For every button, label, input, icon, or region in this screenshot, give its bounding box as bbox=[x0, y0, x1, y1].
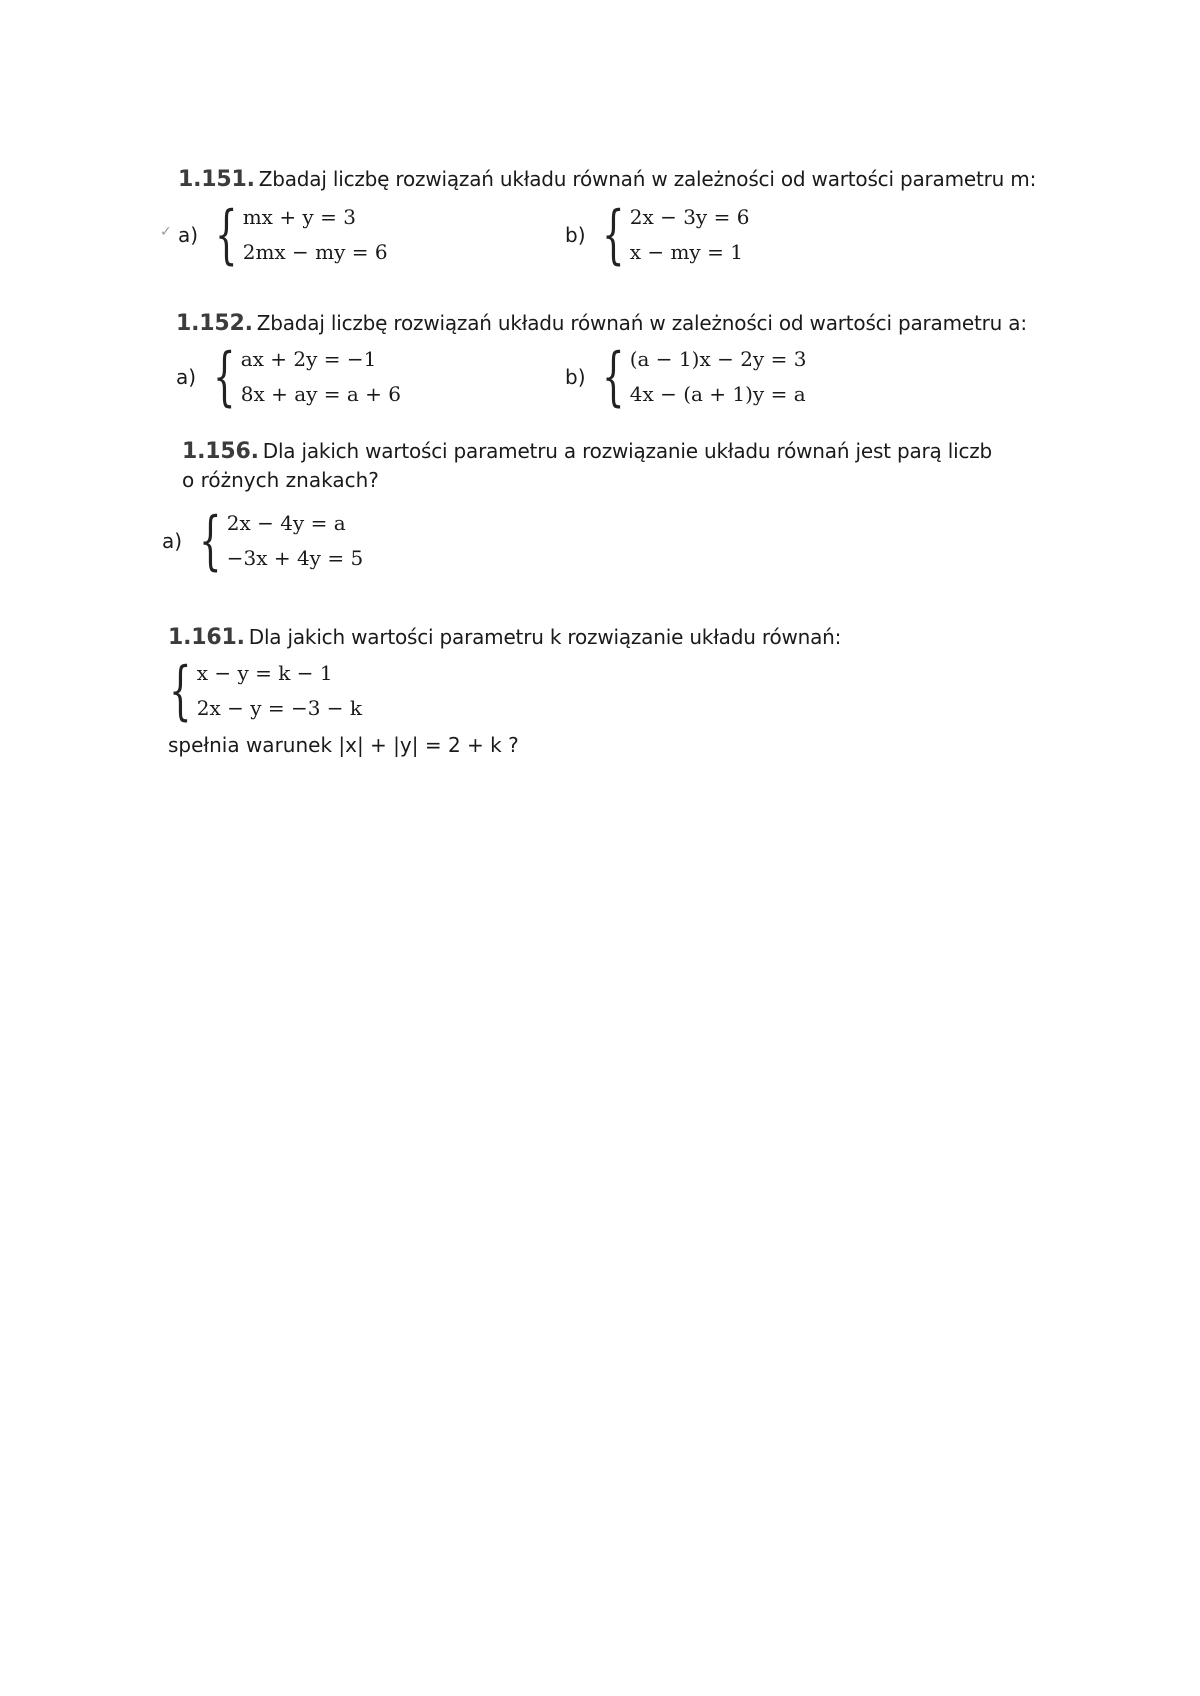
problem-number: 1.151. bbox=[178, 167, 255, 192]
condition-text: spełnia warunek |x| + |y| = 2 + k ? bbox=[168, 733, 519, 757]
equation-2: 8x + ay = a + 6 bbox=[240, 382, 402, 406]
problem-heading bbox=[176, 309, 1027, 338]
problem-1-161-condition bbox=[168, 731, 519, 759]
equations bbox=[241, 342, 401, 412]
system-1-152-a bbox=[176, 342, 401, 412]
problem-text: Dla jakich wartości parametru k rozwiązanie układu równań: bbox=[248, 625, 842, 649]
problem-heading bbox=[178, 165, 1036, 194]
equation-2: 2x − y = −3 − k bbox=[196, 696, 363, 720]
system-1-156-a bbox=[162, 506, 363, 576]
equation-1: x − y = k − 1 bbox=[196, 661, 333, 685]
equation-2: 2mx − my = 6 bbox=[242, 240, 388, 264]
system-label: a) bbox=[178, 223, 199, 247]
check-mark-icon: ✓ bbox=[160, 224, 172, 240]
equations bbox=[243, 200, 388, 270]
system-1-161 bbox=[166, 656, 362, 726]
problem-number: 1.156. bbox=[182, 439, 259, 464]
equations bbox=[630, 342, 807, 412]
equation-1: (a − 1)x − 2y = 3 bbox=[629, 347, 807, 371]
problem-1-152 bbox=[176, 309, 1027, 338]
problem-number: 1.161. bbox=[168, 625, 245, 650]
brace-icon: { bbox=[602, 340, 625, 414]
equation-2: 4x − (a + 1)y = a bbox=[629, 382, 806, 406]
problem-1-151 bbox=[178, 165, 1036, 194]
brace-icon: { bbox=[602, 198, 625, 272]
equation-1: mx + y = 3 bbox=[242, 205, 356, 229]
problem-1-161 bbox=[168, 623, 841, 652]
equation-1: ax + 2y = −1 bbox=[240, 347, 377, 371]
system-label: b) bbox=[565, 223, 586, 247]
system-label: b) bbox=[565, 365, 586, 389]
problem-1-156 bbox=[182, 437, 992, 494]
equation-1: 2x − 4y = a bbox=[226, 511, 346, 535]
problem-number: 1.152. bbox=[176, 311, 253, 336]
equation-2: x − my = 1 bbox=[629, 240, 743, 264]
problem-text: Zbadaj liczbę rozwiązań układu równań w zależności od wartości parametru a: bbox=[256, 311, 1027, 335]
problem-text-continued: o różnych znakach? bbox=[182, 468, 379, 492]
equation-2: −3x + 4y = 5 bbox=[226, 546, 364, 570]
problem-text: Dla jakich wartości parametru a rozwiązanie układu równań jest parą liczb bbox=[262, 439, 993, 463]
problem-heading bbox=[182, 437, 992, 466]
brace-icon: { bbox=[169, 654, 192, 728]
problem-heading bbox=[168, 623, 841, 652]
system-1-152-b bbox=[565, 342, 806, 412]
brace-icon: { bbox=[213, 340, 236, 414]
equations bbox=[630, 200, 750, 270]
system-1-151-b bbox=[565, 200, 749, 270]
system-label: a) bbox=[162, 529, 183, 553]
system-label: a) bbox=[176, 365, 197, 389]
equations bbox=[227, 506, 363, 576]
system-1-151-a bbox=[178, 200, 388, 270]
problem-text: Zbadaj liczbę rozwiązań układu równań w zależności od wartości parametru m: bbox=[258, 167, 1037, 191]
brace-icon: { bbox=[215, 198, 238, 272]
brace-icon: { bbox=[199, 504, 222, 578]
equation-1: 2x − 3y = 6 bbox=[629, 205, 750, 229]
equations bbox=[197, 656, 362, 726]
